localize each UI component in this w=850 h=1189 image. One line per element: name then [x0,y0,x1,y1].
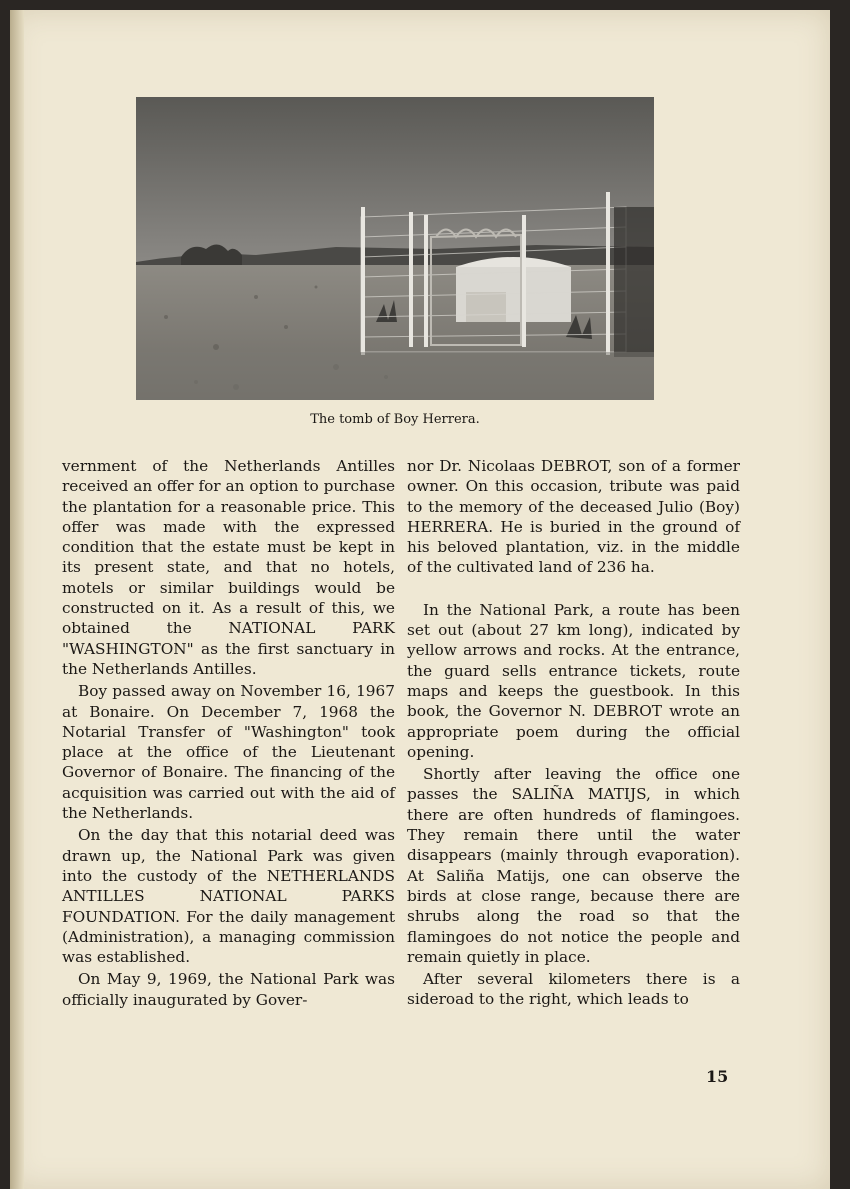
paragraph: In the National Park, a route has been set out (about 27 km long), indicated by yellow arrows and rocks. At the entrance, the guard sells entrance tickets, route maps and keeps the guestbook. In this book, the Governor N. DEBROT wrote an appropriate poem during the official opening. [407,600,740,761]
text-column-right [407,456,740,1010]
paragraph: Boy passed away on November 16, 1967 at Bonaire. On December 7, 1968 the Notarial Transfer of "Washington" took place at the office of the Lieutenant Governor of Bonaire. The financing of the acquisition was carried out with the aid of the Netherlands. [62,682,395,823]
page-number: 15 [706,1067,729,1086]
tomb-photo [136,97,654,400]
photo-caption: The tomb of Boy Herrera. [310,412,480,427]
paragraph: vernment of the Netherlands Antilles received an offer for an option to purchase the plantation for a reasonable price. This offer was made with the expressed condition that the estate must be kept in its present state, and that no hotels, motels or similar buildings would be constructed on it. As a result of this, we obtained the NATIONAL PARK "WASHINGTON" as the first sanctuary in the Netherlands Antilles. [62,457,395,678]
paragraph: On the day that this notarial deed was drawn up, the National Park was given into the custody of the NETHERLANDS ANTILLES NATIONAL PARKS FOUNDATION. For the daily management (Administration), a managing commission was established. [62,826,395,967]
page-spine [10,10,24,1189]
paragraph: On May 9, 1969, the National Park was officially inaugurated by Gover- [62,970,395,1009]
paragraph: Shortly after leaving the office one passes the SALIÑA MATIJS, in which there are often hundreds of flamingoes. They remain there until the water disappears (mainly through evaporation). At Saliña Matijs, one can observe the birds at close range, because there are shrubs along the road so that the flamingoes do not notice the people and remain quietly in place. [407,765,740,966]
paragraph: nor Dr. Nicolaas DEBROT, son of a former owner. On this occasion, tribute was paid to the memory of the deceased Julio (Boy) HERRERA. He is buried in the ground of his beloved plantation, viz. in the middle of the cultivated land of 236 ha. [407,457,740,577]
paragraph: After several kilometers there is a sideroad to the right, which leads to [407,970,740,1009]
text-column-left [62,456,395,1010]
document-page [10,10,830,1189]
